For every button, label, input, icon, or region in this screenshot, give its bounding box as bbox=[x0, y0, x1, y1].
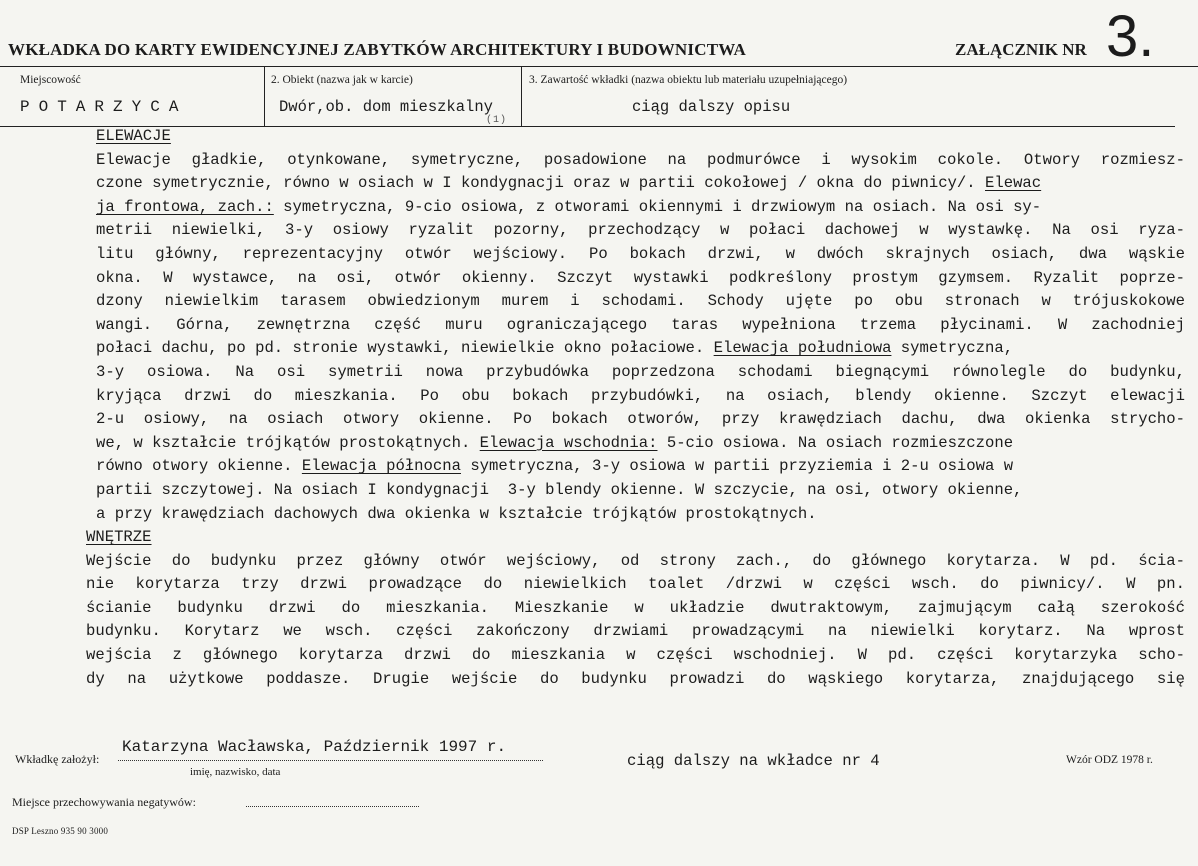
text-line: a przy krawędziach dachowych dwa okienka w kształcie trójkątów prostokątnych. bbox=[96, 504, 817, 523]
text-line: partii szczytowej. Na osiach I kondygnacji 3-y blendy okienne. W szczycie, na osi, otwory okienne, bbox=[96, 480, 1023, 499]
zawartosc-value: ciąg dalszy opisu bbox=[632, 98, 791, 116]
text-line: kryjąca drzwi do mieszkania. Po obu bokach przybudówki, na osiach, blendy okienne. Szczyt elewacji bbox=[96, 386, 1185, 405]
text-line: budynku. Korytarz we wsch. części zakończony drzwiami prowadzącymi na niewielki korytarz. Na wprost bbox=[86, 622, 1185, 641]
field-divider bbox=[264, 66, 265, 126]
continued-note: ciąg dalszy na wkładce nr 4 bbox=[627, 752, 880, 770]
zalozyl-sublabel: imię, nazwisko, data bbox=[190, 766, 281, 778]
text-line: Elewacje gładkie, otynkowane, symetryczne, posadowione na podmurówce i wysokim cokole. Otwory rozmiesz- bbox=[96, 150, 1185, 169]
zalozyl-label: Wkładkę założył: bbox=[15, 752, 100, 766]
text-line: we, w kształcie trójkątów prostokątnych. Elewacja wschodnia: 5-cio osiowa. Na osiach rozmieszczone bbox=[96, 433, 1014, 452]
obiekt-label: 2. Obiekt (nazwa jak w karcie) bbox=[271, 74, 413, 86]
text-line: czone symetrycznie, równo w osiach w I kondygnacji oraz w partii cokołowej / okna do piwnicy/. Elewac bbox=[96, 174, 1042, 193]
heading-wnetrze: WNĘTRZE bbox=[86, 528, 152, 547]
text-line: połaci dachu, po pd. stronie wystawki, niewielkie okno połaciowe. Elewacja południowa symetryczna, bbox=[96, 339, 1014, 358]
text-line: ja frontowa, zach.: symetryczna, 9-cio osiowa, z otworami okiennymi i drzwiowym na osiach. Na osi sy- bbox=[96, 197, 1042, 216]
text-line: metrii niewielki, 3-y osiowy ryzalit pozorny, przechodzący w połaci dachowej w wystawkę. Na osi ryza- bbox=[96, 221, 1185, 240]
text-line: Wejście do budynku przez główny otwór wejściowy, od strony zach., do głównego korytarza. W pd. ścia- bbox=[86, 551, 1185, 570]
text-line: 2-u osiowy, na osiach otwory okienne. Po bokach otworów, przy krawędziach dachu, dwa okienka strycho- bbox=[96, 410, 1185, 429]
text-line: ścianie budynku drzwi do mieszkania. Mieszkanie w układzie dwutraktowym, zajmującym całą szerokość bbox=[86, 598, 1185, 617]
printer-imprint: DSP Leszno 935 90 3000 bbox=[12, 826, 109, 836]
elewacja-frontowa-label: Elewac bbox=[985, 174, 1042, 193]
text-line: 3-y osiowa. Na osi symetrii nowa przybudówka poprzedzona schodami biegnącymi równolegle do budynku, bbox=[96, 362, 1185, 381]
obiekt-value: Dwór,ob. dom mieszkalny bbox=[279, 98, 493, 116]
elewacja-frontowa-label-cont: ja frontowa, zach.: bbox=[96, 197, 274, 216]
text-line: okna. W wystawce, na osi, otwór okienny. Szczyt wystawki podkreślony prostym gzymsem. Ryzalit poprze- bbox=[96, 268, 1185, 287]
annex-label: ZAŁĄCZNIK NR bbox=[955, 40, 1087, 59]
elewacja-poludniowa-label: Elewacja południowa bbox=[713, 339, 892, 358]
description-body bbox=[60, 125, 1185, 691]
zalozyl-value: Katarzyna Wacławska, Październik 1997 r. bbox=[122, 738, 507, 756]
form-title: WKŁADKA DO KARTY EWIDENCYJNEJ ZABYTKÓW ARCHITEKTURY I BUDOWNICTWA bbox=[8, 40, 747, 59]
elewacja-polnocna-label: Elewacja północna bbox=[301, 457, 461, 476]
text-line: wejścia z głównego korytarza drzwi do mieszkania w części wschodniej. W pd. części korytarzyka scho- bbox=[86, 646, 1185, 665]
text-line: nie korytarza trzy drzwi prowadzące do niewielkich toalet /drzwi w części wsch. do piwnicy/. W pn. bbox=[86, 575, 1185, 594]
heading-elewacje: ELEWACJE bbox=[96, 127, 171, 145]
elewacja-wschodnia-label: Elewacja wschodnia: bbox=[479, 433, 658, 452]
text-line: dzony niewielkim tarasem obwiedzionym murem i schodami. Schody ujęte po obu stronach w trójuskokowe bbox=[96, 292, 1185, 311]
zawartosc-label: 3. Zawartość wkładki (nazwa obiektu lub materiału uzupełniającego) bbox=[529, 74, 848, 86]
header-rule bbox=[0, 66, 1198, 67]
footnote-mark: (1) bbox=[486, 115, 508, 126]
annex-number: 3. bbox=[1106, 4, 1155, 69]
text-line: wangi. Górna, zewnętrzna część muru ograniczającego taras wypełniona trzema płycinami. W zachodniej bbox=[96, 315, 1185, 334]
text-line: dy na użytkowe poddasze. Drugie wejście do budynku prowadzi do wąskiego korytarza, znajdującego się bbox=[86, 669, 1185, 688]
signature-line bbox=[118, 760, 543, 761]
form-version: Wzór ODZ 1978 r. bbox=[1066, 754, 1153, 766]
negatywy-label: Miejsce przechowywania negatywów: bbox=[12, 795, 196, 809]
text-line: równo otwory okienne. Elewacja północna symetryczna, 3-y osiowa w partii przyziemia i 2-u osiowa w bbox=[96, 457, 1014, 476]
field-divider bbox=[521, 66, 522, 126]
miejscowosc-value: POTARZYCA bbox=[20, 98, 188, 116]
miejscowosc-label: Miejscowość bbox=[20, 74, 81, 86]
negatywy-line bbox=[246, 806, 419, 807]
text-line: litu główny, reprezentacyjny otwór wejściowy. Po bokach drzwi, w dwóch skrajnych osiach, dwa wąskie bbox=[96, 244, 1185, 263]
